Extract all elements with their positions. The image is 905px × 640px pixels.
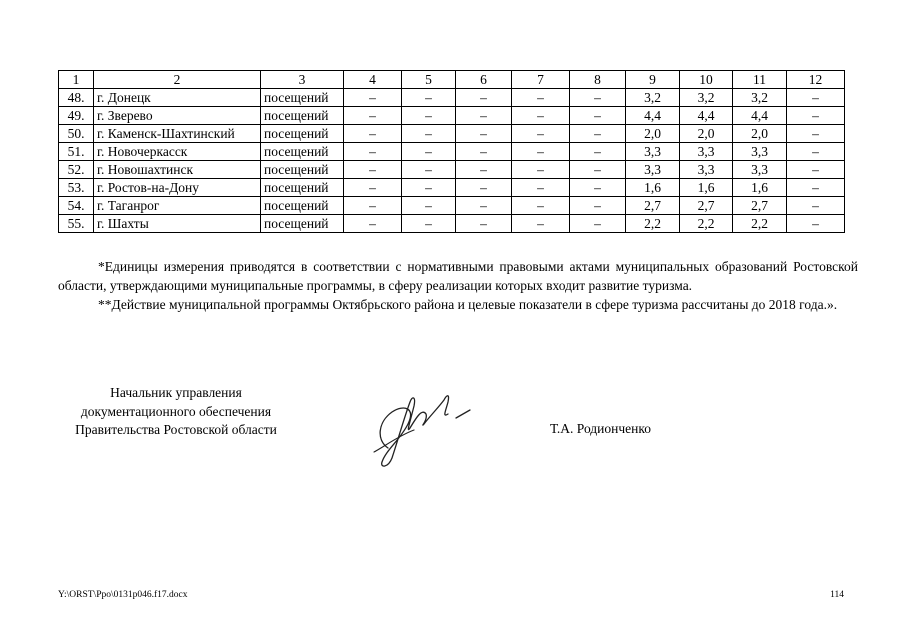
value-cell: – (570, 179, 626, 197)
indicators-table (58, 70, 845, 233)
value-cell: – (402, 161, 456, 179)
value-cell: – (456, 143, 512, 161)
value-cell: – (456, 215, 512, 233)
table-row (59, 107, 845, 125)
value-cell: – (344, 161, 402, 179)
column-header: 11 (733, 71, 787, 89)
column-header: 2 (94, 71, 261, 89)
value-cell: – (787, 89, 845, 107)
municipality-cell: г. Каменск-Шахтинский (94, 125, 261, 143)
handwritten-signature (358, 378, 478, 470)
value-cell: – (787, 143, 845, 161)
value-cell: 2,2 (626, 215, 680, 233)
value-cell: 2,2 (733, 215, 787, 233)
table-row (59, 215, 845, 233)
unit-cell: посещений (261, 143, 344, 161)
value-cell: 2,0 (680, 125, 733, 143)
table-row (59, 89, 845, 107)
column-header: 12 (787, 71, 845, 89)
value-cell: 2,7 (733, 197, 787, 215)
row-number-cell: 54. (59, 197, 94, 215)
unit-cell: посещений (261, 161, 344, 179)
value-cell: 3,3 (733, 161, 787, 179)
value-cell: – (402, 143, 456, 161)
unit-cell: посещений (261, 125, 344, 143)
value-cell: – (456, 89, 512, 107)
unit-cell: посещений (261, 89, 344, 107)
value-cell: – (456, 161, 512, 179)
value-cell: – (456, 179, 512, 197)
file-path: Y:\ORST\Ppo\0131p046.f17.docx (58, 590, 188, 600)
value-cell: – (344, 125, 402, 143)
signatory-position (58, 384, 294, 440)
position-line-3: Правительства Ростовской области (75, 422, 277, 437)
table-row (59, 125, 845, 143)
municipality-cell: г. Донецк (94, 89, 261, 107)
value-cell: – (570, 215, 626, 233)
column-header: 1 (59, 71, 94, 89)
value-cell: 3,3 (626, 143, 680, 161)
value-cell: – (344, 89, 402, 107)
value-cell: – (570, 197, 626, 215)
row-number-cell: 49. (59, 107, 94, 125)
row-number-cell: 51. (59, 143, 94, 161)
value-cell: 3,2 (733, 89, 787, 107)
value-cell: 3,3 (626, 161, 680, 179)
value-cell: – (787, 107, 845, 125)
municipality-cell: г. Ростов-на-Дону (94, 179, 261, 197)
value-cell: – (512, 161, 570, 179)
value-cell: – (787, 197, 845, 215)
value-cell: – (512, 197, 570, 215)
value-cell: 1,6 (680, 179, 733, 197)
value-cell: – (512, 107, 570, 125)
value-cell: – (344, 107, 402, 125)
value-cell: 3,3 (680, 143, 733, 161)
row-number-cell: 53. (59, 179, 94, 197)
municipality-cell: г. Новочеркасск (94, 143, 261, 161)
value-cell: – (512, 179, 570, 197)
value-cell: – (512, 143, 570, 161)
value-cell: – (512, 125, 570, 143)
value-cell: 2,2 (680, 215, 733, 233)
table-header-row (59, 71, 845, 89)
value-cell: – (402, 215, 456, 233)
table-row (59, 143, 845, 161)
value-cell: – (512, 215, 570, 233)
municipality-cell: г. Шахты (94, 215, 261, 233)
value-cell: – (402, 107, 456, 125)
unit-cell: посещений (261, 179, 344, 197)
value-cell: – (787, 179, 845, 197)
value-cell: – (344, 197, 402, 215)
value-cell: – (787, 125, 845, 143)
row-number-cell: 48. (59, 89, 94, 107)
value-cell: 3,2 (626, 89, 680, 107)
value-cell: – (570, 161, 626, 179)
value-cell: – (787, 161, 845, 179)
unit-cell: посещений (261, 197, 344, 215)
column-header: 10 (680, 71, 733, 89)
municipality-cell: г. Таганрог (94, 197, 261, 215)
column-header: 7 (512, 71, 570, 89)
signer-name: Т.А. Родионченко (550, 421, 651, 436)
value-cell: 1,6 (626, 179, 680, 197)
position-line-2: документационного обеспечения (80, 403, 272, 419)
value-cell: – (570, 107, 626, 125)
value-cell: – (402, 125, 456, 143)
row-number-cell: 55. (59, 215, 94, 233)
row-number-cell: 52. (59, 161, 94, 179)
table-body (59, 89, 845, 233)
value-cell: 2,7 (680, 197, 733, 215)
value-cell: – (570, 125, 626, 143)
value-cell: – (344, 143, 402, 161)
column-header: 8 (570, 71, 626, 89)
municipality-cell: г. Новошахтинск (94, 161, 261, 179)
value-cell: – (402, 179, 456, 197)
value-cell: – (570, 89, 626, 107)
value-cell: 3,3 (680, 161, 733, 179)
municipality-cell: г. Зверево (94, 107, 261, 125)
value-cell: – (402, 197, 456, 215)
page-number: 114 (830, 590, 844, 600)
value-cell: – (456, 107, 512, 125)
value-cell: 1,6 (733, 179, 787, 197)
column-header: 5 (402, 71, 456, 89)
row-number-cell: 50. (59, 125, 94, 143)
value-cell: 2,7 (626, 197, 680, 215)
footnotes (58, 257, 858, 314)
value-cell: 4,4 (626, 107, 680, 125)
unit-cell: посещений (261, 215, 344, 233)
table-row (59, 197, 845, 215)
value-cell: 2,0 (733, 125, 787, 143)
footnote-oktyabrsky: **Действие муниципальной программы Октябрьского района и целевые показатели в сфере туризма рассчитаны до 2018 года.». (98, 297, 838, 312)
position-line-1: Начальник управления (110, 385, 242, 400)
value-cell: – (570, 143, 626, 161)
value-cell: – (456, 125, 512, 143)
value-cell: 4,4 (733, 107, 787, 125)
table-row (59, 179, 845, 197)
unit-cell: посещений (261, 107, 344, 125)
column-header: 3 (261, 71, 344, 89)
value-cell: 4,4 (680, 107, 733, 125)
value-cell: – (344, 179, 402, 197)
value-cell: 3,3 (733, 143, 787, 161)
value-cell: – (344, 215, 402, 233)
footnote-units: *Единицы измерения приводятся в соответствии с нормативными правовыми актами муниципальных образований Ростовской области, утверждающими муниципальные программы, в сферу реализации которых входит развитие туризма. (58, 259, 858, 293)
value-cell: – (512, 89, 570, 107)
value-cell: 3,2 (680, 89, 733, 107)
column-header: 4 (344, 71, 402, 89)
table-row (59, 161, 845, 179)
column-header: 6 (456, 71, 512, 89)
column-header: 9 (626, 71, 680, 89)
value-cell: – (402, 89, 456, 107)
value-cell: 2,0 (626, 125, 680, 143)
value-cell: – (456, 197, 512, 215)
value-cell: – (787, 215, 845, 233)
